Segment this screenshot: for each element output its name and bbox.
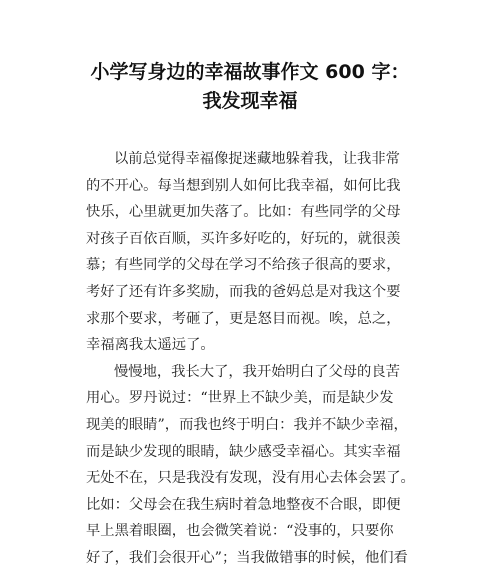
article-body: [86, 146, 421, 572]
title-line-2: 我发现幸福: [202, 90, 298, 112]
paragraph-2-line: 比如：父母会在我生病时着急地整夜不合眼，即便: [86, 496, 401, 513]
paragraph-1-line: 的不开心。每当想到别人如何比我幸福，如何比我: [86, 177, 401, 194]
article-title: [0, 58, 500, 116]
paragraph-1-line: 快乐，心里就更加失落了。比如：有些同学的父母: [86, 204, 401, 221]
paragraph-2-line: 无处不在，只是我没有发现，没有用心去体会罢了。: [86, 470, 415, 487]
paragraph-1-line: 幸福离我太遥远了。: [86, 337, 215, 354]
paragraph-1-line: 求那个要求，考砸了，更是怒目而视。唉，总之，: [86, 310, 401, 327]
title-line-1: 小学写身边的幸福故事作文 600 字：: [90, 61, 410, 83]
paragraph-2-line: 现美的眼睛”，而我也终于明白：我并不缺少幸福，: [86, 416, 408, 433]
paragraph-2-line: 慢慢地，我长大了，我开始明白了父母的良苦: [114, 363, 400, 380]
paragraph-2-line: 而是缺少发现的眼睛，缺少感受幸福心。其实幸福: [86, 443, 401, 460]
paragraph-1-line: 以前总觉得幸福像捉迷藏地躲着我，让我非常: [114, 151, 400, 167]
paragraph-1-line: 慕；有些同学的父母在学习不给孩子很高的要求，: [86, 257, 401, 274]
paragraph-2-line: 用心。罗丹说过：“世界上不缺少美，而是缺少发: [86, 390, 394, 407]
paragraph-1-line: 对孩子百依百顺，买许多好吃的，好玩的，就很羡: [86, 230, 401, 247]
paragraph-1-line: 考好了还有许多奖励，而我的爸妈总是对我这个要: [86, 283, 401, 300]
paragraph-2-line: 早上黑着眼圈，也会微笑着说：“没事的，只要你: [86, 523, 394, 540]
paragraph-2-line: 好了，我们会很开心”；当我做错事的时候，他们看: [86, 549, 408, 566]
